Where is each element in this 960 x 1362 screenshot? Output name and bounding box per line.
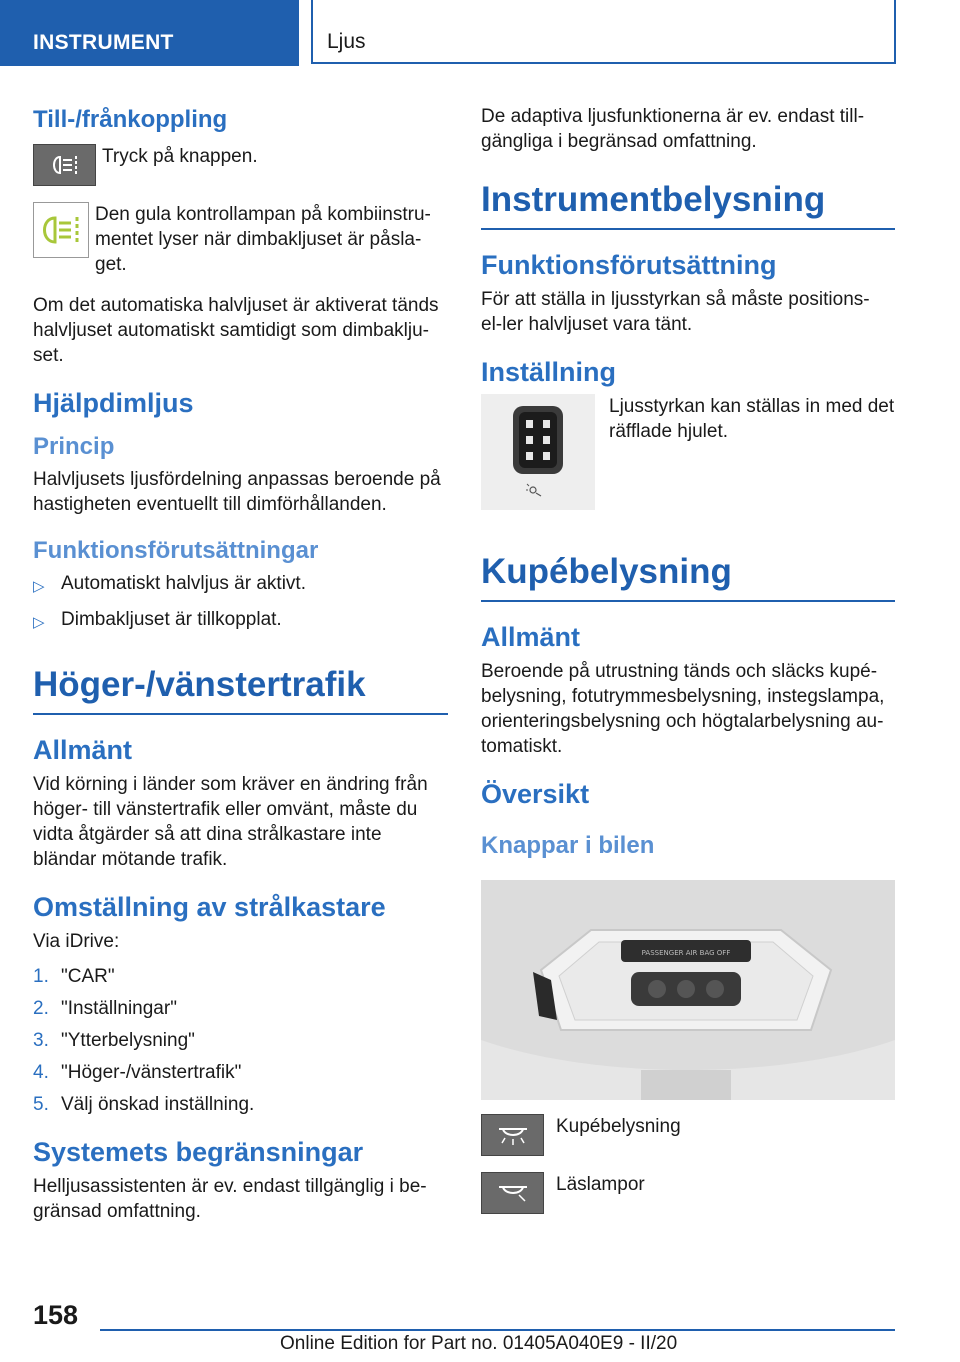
overhead-console-image (481, 880, 895, 1100)
heading-allmant-right: Allmänt (481, 622, 581, 652)
dimmer-wheel-row (481, 394, 895, 510)
legend-interior-text: Kupébelysning (556, 1116, 681, 1137)
legend-reading-text: Läslampor (556, 1174, 645, 1195)
section-tab: INSTRUMENT (0, 0, 299, 66)
list-item: 1. "CAR" (33, 966, 115, 987)
footer-divider (100, 1329, 895, 1331)
svg-text:PASSENGER AIR BAG OFF: PASSENGER AIR BAG OFF (641, 949, 731, 957)
left-column (33, 96, 448, 1232)
triangle-bullet-icon: ▷ (33, 614, 45, 631)
right-column (481, 96, 895, 1230)
limits-text: Helljusassistenten är ev. endast tillgänglig i be-gränsad omfattning. (33, 1176, 427, 1222)
list-item: 2. "Inställningar" (33, 998, 177, 1019)
list-item: ▷ Automatiskt halvljus är aktivt. (33, 571, 448, 599)
heading-princip: Princip (33, 433, 115, 460)
legend-row-reading (481, 1172, 895, 1214)
via-idrive-text: Via iDrive: (33, 931, 120, 952)
press-button-row (33, 144, 448, 186)
heading-funktionsforutsattningar: Funktionsförutsättningar (33, 537, 319, 564)
page-header (0, 0, 960, 66)
heading-omstallning: Omställning av strålkastare (33, 892, 386, 922)
auto-light-text: Om det automatiska halvljuset är aktiverat tänds halvljuset automatiskt samtidigt som dimbaklju-set. (33, 295, 439, 366)
heading-installning: Inställning (481, 357, 616, 387)
legend-row-interior (481, 1114, 895, 1156)
heading-hoger-vanstertrafik: Höger-/vänstertrafik (33, 665, 448, 715)
heading-allmant-left: Allmänt (33, 735, 133, 765)
list-item: ▷ Dimbakljuset är tillkopplat. (33, 607, 448, 635)
triangle-bullet-icon: ▷ (33, 578, 45, 595)
reading-light-icon (481, 1172, 544, 1214)
indicator-row (33, 202, 448, 277)
interior-light-icon (481, 1114, 544, 1156)
heading-instrumentbelysning: Instrumentbelysning (481, 180, 895, 230)
heading-hjalpdimljus: Hjälpdimljus (33, 388, 194, 418)
heading-oversikt: Översikt (481, 779, 590, 809)
setting-text: Ljusstyrkan kan ställas in med det räfflade hjulet. (609, 396, 895, 442)
princip-text: Halvljusets ljusfördelning anpassas beroende på hastigheten eventuellt till dimförhållanden. (33, 469, 441, 515)
list-item: 3. "Ytterbelysning" (33, 1030, 195, 1051)
heading-till-frankoppling: Till-/frånkoppling (33, 106, 228, 133)
rear-fog-light-button-icon (33, 144, 96, 186)
dimmer-wheel-image (481, 394, 595, 510)
steps-list (33, 964, 448, 1117)
traffic-general-text: Vid körning i länder som kräver en ändring från höger- till vänstertrafik eller omvänt, måste du vidta åtgärder så att dina strålkastare inte bländar mötande trafik. (33, 774, 428, 870)
list-item: 5. Välj önskad inställning. (33, 1094, 255, 1115)
footer-edition-text: Online Edition for Part no. 01405A040E9 - II/20 (280, 1333, 678, 1354)
func-text: För att ställa in ljusstyrkan så måste positions- el-ler halvljuset vara tänt. (481, 289, 870, 335)
func-list (33, 571, 448, 635)
adaptive-text: De adaptiva ljusfunktionerna är ev. endast till-gängliga i begränsad omfattning. (481, 106, 865, 152)
heading-knappar-i-bilen: Knappar i bilen (481, 832, 655, 859)
heading-funktionsforutsattning: Funktionsförutsättning (481, 250, 777, 280)
press-text: Tryck på knappen. (102, 146, 258, 167)
indicator-text: Den gula kontrollampan på kombiinstru-mentet lyser när dimbakljuset är påsla-get. (95, 204, 431, 275)
list-item: 4. "Höger-/vänstertrafik" (33, 1062, 242, 1083)
rear-fog-indicator-icon (33, 202, 89, 258)
heading-kupebelysning: Kupébelysning (481, 552, 895, 602)
page-number: 158 (33, 1300, 79, 1330)
interior-general-text: Beroende på utrustning tänds och släcks kupé-belysning, fotutrymmesbelysning, instegslampa, orienteringsbelysning och högtalarbelysning au-tomatiskt. (481, 661, 885, 757)
chapter-title: Ljus (311, 0, 896, 64)
heading-systemets-begransningar: Systemets begränsningar (33, 1137, 364, 1167)
